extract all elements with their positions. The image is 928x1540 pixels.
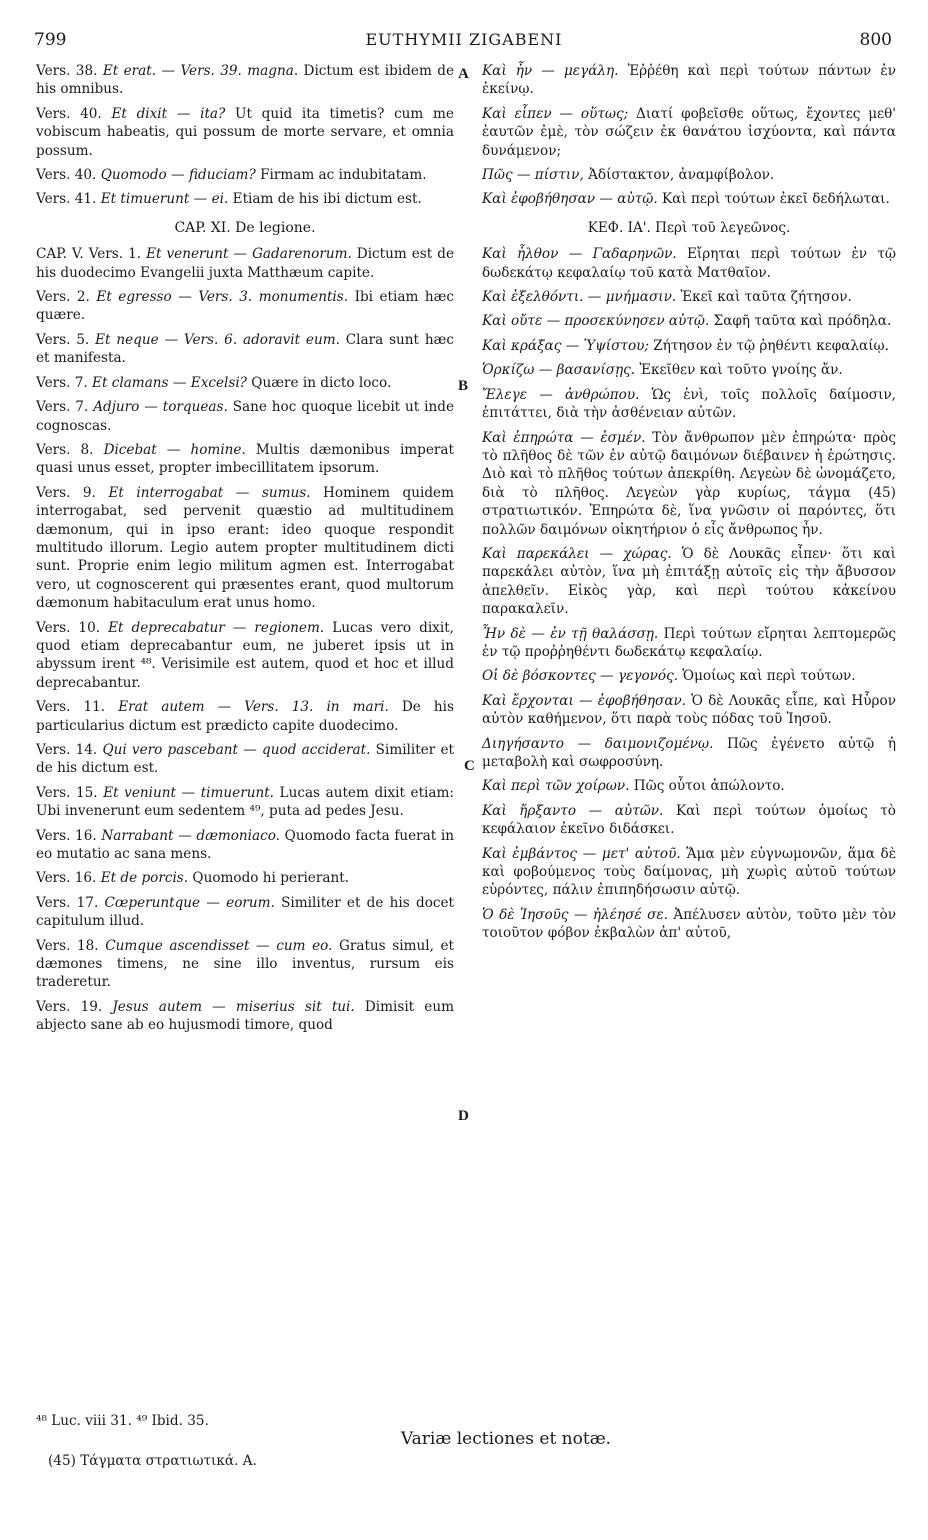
verse-reference: Vers. 38. <box>36 63 98 79</box>
margin-letter-c: C <box>464 758 475 774</box>
lemma: Ἔλεγε — ἀνθρώπου. <box>482 386 640 403</box>
verse-entry <box>36 166 454 184</box>
commentary-text: Περὶ τούτων εἴρηται λεπτομερῶς ἐν τῷ προῤῥηθέντι δωδεκάτῳ κεφαλαίῳ. <box>482 625 896 660</box>
verse-reference: Vers. 17. <box>36 894 99 911</box>
lemma: Et venerunt — Gadarenorum. <box>146 246 352 263</box>
verse-entry <box>482 312 896 330</box>
commentary-text: Ibi etiam hæc quære. <box>36 289 454 324</box>
commentary-text: Similiter et de his docet capitulum illud. <box>36 894 454 930</box>
lemma: Καὶ ἐπηρώτα — ἐσμέν. <box>482 429 646 446</box>
verse-entry <box>36 245 454 282</box>
lemma: Et de porcis. <box>100 870 189 887</box>
verse-reference: Vers. 18. <box>36 937 99 954</box>
greek-column <box>482 62 896 949</box>
verse-entry <box>482 105 896 160</box>
verse-reference: Vers. 9. <box>36 484 96 501</box>
verse-reference: Vers. 40. <box>36 167 97 184</box>
margin-letter-a: A <box>458 66 469 82</box>
verse-entry <box>36 741 454 778</box>
commentary-text: Etiam de his ibi dictum est. <box>228 191 422 208</box>
verse-entry <box>482 667 896 685</box>
verse-entry <box>36 698 454 735</box>
commentary-text: Ἐκεῖ καὶ ταῦτα ζήτησον. <box>676 289 852 306</box>
verse-entry <box>36 827 454 864</box>
lemma: Καὶ ἦν — μεγάλη. <box>482 63 619 79</box>
chapter-heading: ΚΕΦ. ΙΑ'. Περὶ τοῦ λεγεῶνος. <box>587 219 791 236</box>
verse-entry <box>482 429 896 539</box>
verse-entry <box>482 166 896 184</box>
lemma: Καὶ περὶ τῶν χοίρων. <box>482 778 630 795</box>
greek-footnote: (45) Τάγματα στρατιωτικά. A. <box>48 1453 257 1469</box>
commentary-text: Gratus simul, et dæmones timens, ne sine illo inventus, rursum eis traderetur. <box>36 937 455 991</box>
verse-reference: Vers. 7. <box>36 399 89 416</box>
verse-entry <box>482 735 896 772</box>
commentary-text: Sane hoc quoque licebit ut inde cognoscas. <box>36 399 454 434</box>
commentary-text: Firmam ac indubitatam. <box>255 167 427 184</box>
verse-entry <box>482 190 896 208</box>
commentary-text: Ἀδίστακτον, ἀναμφίβολον. <box>583 167 775 184</box>
lemma: Dicebat — homine. <box>103 441 246 458</box>
page-header <box>0 30 928 54</box>
lemma: Quomodo — fiduciam? <box>100 167 256 184</box>
commentary-text: Καὶ περὶ τούτων ὁμοίως τὸ κεφάλαιον ἐκεῖνο διδάσκει. <box>482 802 896 838</box>
verse-entry <box>36 441 454 478</box>
lemma: Καὶ εἶπεν — οὕτως; <box>482 105 629 122</box>
lemma: Καὶ ἤρξαντο — αὐτῶν. <box>482 802 664 819</box>
commentary-text: Ἐκεῖθεν καὶ τοῦτο γνοίης ἄν. <box>635 362 843 379</box>
lemma: Adjuro — torqueas. <box>93 399 228 416</box>
verse-entry <box>36 398 454 435</box>
lemma: Qui vero pascebant — quod acciderat. <box>102 742 371 758</box>
lemma: Καὶ ἐξελθόντι. — μνήμασιν. <box>482 289 677 306</box>
verse-entry <box>482 386 896 423</box>
commentary-text: Ὁ δὲ Λουκᾶς εἶπε, καὶ Ηὗρον αὐτὸν καθήμενον, ὅτι παρὰ τοὺς πόδας τοῦ Ἰησοῦ. <box>482 692 896 728</box>
commentary-text: Lucas autem dixit etiam: Ubi invenerunt eum sedentem ⁴⁹, puta ad pedes Jesu. <box>36 784 454 820</box>
lemma: Καὶ οὔτε — προσεκύνησεν αὐτῷ. <box>482 313 710 330</box>
commentary-text: Πῶς οὗτοι ἀπώλοντο. <box>629 778 785 795</box>
commentary-text: Εἴρηται περὶ τούτων ἐν τῷ δωδεκάτῳ κεφαλαίῳ τοῦ κατὰ Ματθαῖον. <box>482 246 896 281</box>
verse-entry <box>36 869 454 887</box>
lemma: Et deprecabatur — regionem. <box>108 619 325 636</box>
verse-entry <box>482 845 896 900</box>
verse-reference: Vers. 2. <box>36 289 90 306</box>
verse-entry <box>482 361 896 379</box>
verse-entry <box>36 998 454 1035</box>
verse-reference: Vers. 7. <box>36 374 88 391</box>
lemma: Et timuerunt — ei. <box>100 191 229 208</box>
commentary-text: Ὁ δὲ Λουκᾶς εἶπεν· ὅτι καὶ παρεκάλει αὐτὸν, ἵνα μὴ ἐπιτάξῃ αὐτοῖς εἰς τὴν ἄβυσσον ἀπελθεῖν. Εἰκὸς γὰρ, καὶ περὶ τούτου κἀκείνου παρακαλεῖν. <box>482 545 896 618</box>
verse-entry <box>482 625 896 662</box>
commentary-text: Πῶς ἐγένετο αὐτῷ ἡ μεταβολὴ καὶ σωφροσύνη. <box>482 735 896 770</box>
lemma: Καὶ κράξας — Ὑψίστου; <box>482 337 649 354</box>
lemma: Et veniunt — timuerunt. <box>103 784 274 801</box>
lemma: Καὶ ἔρχονται — ἐφοβήθησαν. <box>482 692 687 709</box>
verse-entry <box>482 802 896 839</box>
commentary-text: Hominem quidem interrogabat, sed pervenit quæstio ad multitudinem dæmonum, qui in ipso erant: ideo quoque respondit multitudo illorum. Legio autem propter multitudinem dicti sunt. Proprie enim legio militum agmen est. Interrogabat vero, ut cognoscerent qui præsentes erant, quod multorum dæmonum habitaculum erat unus homo. <box>36 484 454 612</box>
chapter-heading: CAP. XI. De legione. <box>174 219 316 236</box>
commentary-text: Ἅμα μὲν εὐγνωμονῶν, ἅμα δὲ καὶ φοβούμενος τοὺς δαίμονας, μὴ χωρὶς αὐτοῦ τούτων εὑρόντες, πάλιν ἐπιπηδήσωσιν αὐτῷ. <box>482 845 896 899</box>
verse-reference: Vers. 8. <box>36 441 94 458</box>
verse-entry <box>482 62 896 99</box>
commentary-text: Quomodo facta fuerat in eo mutatio ac sana mens. <box>36 827 454 863</box>
lemma: Καὶ παρεκάλει — χώρας. <box>482 545 672 562</box>
commentary-text: Dictum est ibidem de his omnibus. <box>36 63 454 98</box>
lemma: Erat autem — Vers. 13. in mari. <box>118 699 389 716</box>
variae-lectiones-heading: Variæ lectiones et notæ. <box>400 1429 612 1449</box>
entry-spacer <box>36 1035 454 1041</box>
lemma: Et egresso — Vers. 3. monumentis. <box>96 289 349 306</box>
lemma: Et erat. — Vers. 39. magna. <box>102 63 299 79</box>
verse-reference: Vers. 5. <box>36 331 90 348</box>
lemma: Et clamans — Excelsi? <box>92 374 247 391</box>
verse-reference: Vers. 11. <box>36 699 106 716</box>
verse-entry <box>36 374 454 392</box>
commentary-text: Ὡς ἑνὶ, τοῖς πολλοῖς δαίμοσιν, ἐπιτάττει, διὰ τὴν ἀσθένειαν αὐτῶν. <box>482 386 896 422</box>
verse-entry <box>482 545 896 619</box>
verse-entry <box>36 190 454 208</box>
lemma: Et neque — Vers. 6. adoravit eum. <box>95 331 340 348</box>
commentary-text: Ἀπέλυσεν αὐτὸν, τοῦτο μὲν τὸν τοιοῦτον φόβον ἐκβαλὼν ἀπ' αὐτοῦ, <box>482 906 896 942</box>
margin-letter-b: B <box>458 378 469 394</box>
verse-reference: Vers. 41. <box>36 191 97 208</box>
verse-entry <box>482 288 896 306</box>
lemma: Διηγήσαντο — δαιμονιζομένῳ. <box>482 735 714 752</box>
commentary-text: Καὶ περὶ τούτων ἐκεῖ δεδήλωται. <box>657 191 890 208</box>
verse-reference: Vers. 14. <box>36 742 98 758</box>
verse-reference: Vers. 16. <box>36 827 97 844</box>
verse-entry <box>482 777 896 795</box>
verse-entry <box>36 894 454 931</box>
latin-footnotes: ⁴⁸ Luc. viii 31. ⁴⁹ Ibid. 35. <box>36 1413 209 1429</box>
commentary-text: De his particularius dictum est prædicto capite duodecimo. <box>36 699 454 734</box>
verse-entry <box>36 105 454 160</box>
verse-entry <box>36 331 454 368</box>
verse-entry <box>36 937 454 992</box>
verse-reference: CAP. V. Vers. 1. <box>36 246 142 263</box>
lemma: Et interrogabat — sumus. <box>108 484 311 501</box>
lemma: Et dixit — ita? <box>111 105 226 122</box>
lemma: Cœperuntque — eorum. <box>104 894 275 911</box>
lemma: Jesus autem — miserius sit tui. <box>112 998 355 1015</box>
verse-reference: Vers. 15. <box>36 784 98 801</box>
verse-reference: Vers. 16. <box>36 870 97 887</box>
commentary-text: Multis dæmonibus imperat quasi unus esset, propter imbecillitatem ipsorum. <box>36 441 454 477</box>
commentary-text: Dictum est de his duodecimo Evangelii juxta Matthæum capite. <box>36 246 454 281</box>
verse-entry <box>36 484 454 613</box>
commentary-text: Dimisit eum abjecto sane ab eo hujusmodi timore, quod <box>36 998 454 1034</box>
entry-spacer <box>482 943 896 949</box>
commentary-text: Τὸν ἄνθρωπον μὲν ἐπηρώτα· πρὸς τὸ πλῆθος δὲ τῶν ἐν αὐτῷ δαιμόνων διέβαινεν ἡ ἐρώτησις. Διὸ καὶ τὸ πλῆθος τούτων ἀπεκρίθη. Λεγεὼν δὲ ὠνομάζετο, διὰ τὸ πλῆθος. Λεγεὼν γὰρ κυρίως, τάγμα (45) στρατιωτικόν. Ἐπηρώτα δὲ, ἵνα γνῶσιν οἱ παρόντες, ὅτι πολλῶν δαιμόνων οἰκητήριον ὁ εἷς ἄνθρωπος ἦν. <box>482 429 896 538</box>
verse-reference: Vers. 19. <box>36 998 103 1015</box>
commentary-text: Similiter et de his dictum est. <box>36 742 454 777</box>
verse-entry <box>482 245 896 282</box>
lemma: Narrabant — dæmoniaco. <box>101 827 281 844</box>
commentary-text: Ut quid ita timetis? cum me vobiscum habeatis, qui possum de morte servare, et omnia possum. <box>36 105 454 159</box>
verse-entry <box>482 692 896 729</box>
latin-column <box>36 62 454 1041</box>
verse-reference: Vers. 10. <box>36 619 101 636</box>
verse-entry <box>36 288 454 325</box>
lemma: Οἱ δὲ βόσκοντες — γεγονός. <box>482 668 679 685</box>
page-number-left: 799 <box>34 30 67 50</box>
commentary-text: Quomodo hi perierant. <box>188 870 349 887</box>
verse-entry <box>36 619 454 693</box>
running-title: EUTHYMII ZIGABENI <box>365 30 563 49</box>
commentary-text: Clara sunt hæc et manifesta. <box>36 331 455 367</box>
verse-entry <box>482 906 896 943</box>
lemma: Καὶ ἐφοβήθησαν — αὐτῷ. <box>482 191 658 208</box>
lemma: Καὶ ἦλθον — Γαδαρηνῶν. <box>482 246 677 263</box>
lemma: Ὁ δὲ Ἰησοῦς — ἠλέησέ σε. <box>482 906 668 923</box>
verse-entry <box>482 337 896 355</box>
lemma: Ὁρκίζω — βασανίσῃς. <box>482 362 636 379</box>
page-number-right: 800 <box>859 30 892 50</box>
commentary-text: Σαφῆ ταῦτα καὶ πρόδηλα. <box>709 313 892 330</box>
lemma: Cumque ascendisset — cum eo. <box>105 937 333 954</box>
lemma: Ἦν δὲ — ἐν τῇ θαλάσσῃ. <box>482 625 659 642</box>
verse-entry <box>36 784 454 821</box>
commentary-text: Διατί φοβεῖσθε οὕτως, ἔχοντες μεθ' ἑαυτῶν ἐμὲ, τὸν σώζειν ἐκ θανάτου ἰσχύοντα, καὶ πάντα δυνάμενον; <box>482 105 896 159</box>
lemma: Καὶ ἐμβάντος — μετ' αὐτοῦ. <box>482 845 681 862</box>
commentary-text: Ζήτησον ἐν τῷ ῥηθέντι κεφαλαίῳ. <box>648 337 889 354</box>
lemma: Πῶς — πίστιν, <box>482 167 584 184</box>
entry-spacer <box>482 209 896 215</box>
commentary-text: Quære in dicto loco. <box>246 374 392 391</box>
commentary-text: Ὁμοίως καὶ περὶ τούτων. <box>678 668 856 685</box>
verse-entry <box>36 62 454 99</box>
commentary-text: Ἐῤῥέθη καὶ περὶ τούτων πάντων ἐν ἐκείνῳ. <box>482 63 896 98</box>
commentary-text: Lucas vero dixit, quod etiam deprecabantur eum, ne juberet ipsis ut in abyssum irent ⁴⁸. Verisimile est autem, quod et hoc et illud deprecabantur. <box>36 619 454 691</box>
margin-letter-d: D <box>458 1108 469 1124</box>
entry-spacer <box>36 209 454 215</box>
verse-reference: Vers. 40. <box>36 105 102 122</box>
